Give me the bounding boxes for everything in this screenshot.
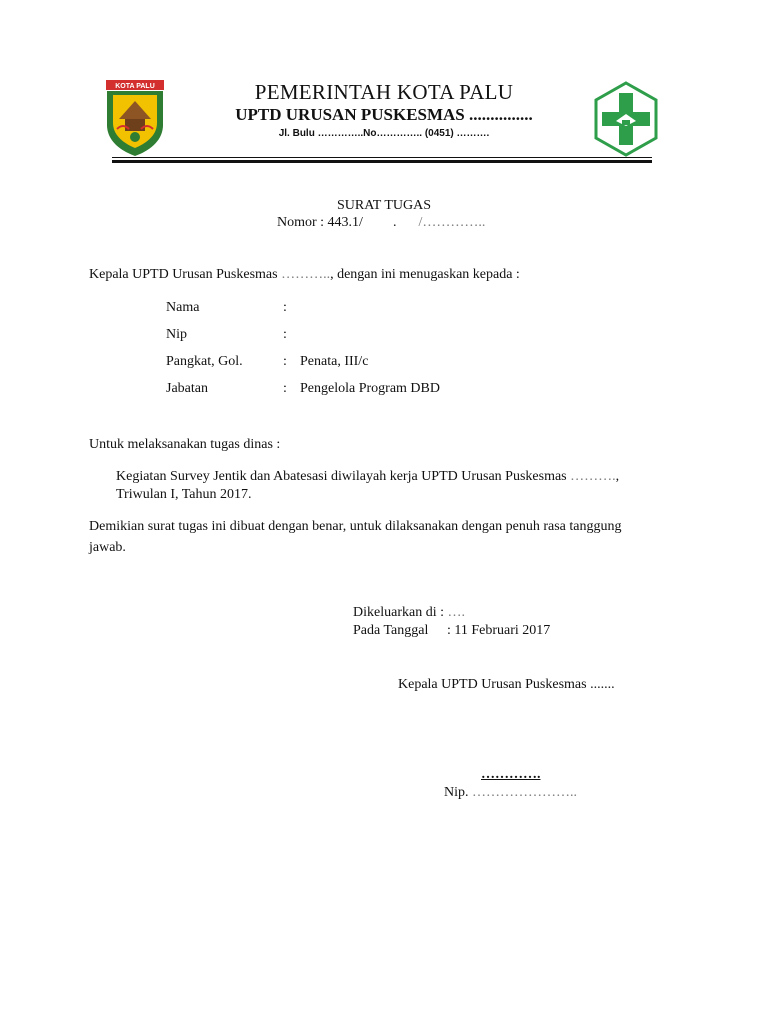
field-label: Jabatan [166, 381, 208, 396]
field-separator: : [283, 354, 287, 369]
field-value: Penata, III/c [300, 354, 369, 369]
date-value: : 11 Februari 2017 [447, 623, 551, 638]
signer-name: …………. [481, 767, 541, 782]
signer-title: Kepala UPTD Urusan Puskesmas ....... [398, 677, 615, 692]
intro-prefix: Kepala UPTD Urusan Puskesmas [89, 267, 282, 282]
nomor-label: Nomor : 443.1/ [277, 215, 363, 230]
field-separator: : [283, 327, 287, 342]
header-address: Jl. Bulu …………..No………….. (0451) ………. [278, 128, 490, 139]
document-number [277, 214, 485, 232]
closing-line-2: jawab. [89, 540, 126, 555]
task-line-1 [116, 468, 678, 486]
field-label: Nama [166, 300, 200, 315]
header-title: PEMERINTAH KOTA PALU [254, 80, 514, 104]
signer-nip-dots: ………………….. [472, 785, 577, 800]
task-line-2: Triwulan I, Tahun 2017. [116, 487, 252, 502]
date-label: Pada Tanggal [353, 623, 429, 638]
task-intro: Untuk melaksanakan tugas dinas : [89, 437, 281, 452]
task-line1-suffix: , [615, 469, 620, 484]
issued-place [353, 604, 465, 622]
field-label: Nip [166, 327, 187, 342]
nomor-mid: . [392, 215, 397, 230]
closing-line-1: Demikian surat tugas ini dibuat dengan benar, untuk dilaksanakan dengan penuh rasa tanggung [89, 519, 622, 534]
header-divider [112, 157, 652, 158]
signer-nip [444, 784, 577, 802]
issued-dots: …. [447, 605, 465, 620]
document-title: SURAT TUGAS [336, 198, 431, 213]
field-row [166, 326, 187, 344]
field-row [166, 353, 243, 371]
field-value: Pengelola Program DBD [300, 381, 440, 396]
task-line1-prefix: Kegiatan Survey Jentik dan Abatesasi diwilayah kerja UPTD Urusan Puskesmas [116, 469, 571, 484]
header-subtitle: UPTD URUSAN PUSKESMAS ............... [235, 105, 533, 124]
field-row [166, 380, 208, 398]
field-label: Pangkat, Gol. [166, 354, 243, 369]
field-separator: : [283, 300, 287, 315]
intro-dots: ……….. [281, 267, 331, 282]
signer-nip-label: Nip. [444, 785, 472, 800]
header-divider-thick [112, 160, 652, 163]
nomor-tail: /………….. [418, 215, 486, 230]
field-row [166, 299, 199, 317]
task-line1-dots: ………. [570, 469, 616, 484]
intro-paragraph [89, 266, 520, 284]
issued-label: Dikeluarkan di : [353, 605, 448, 620]
field-separator: : [283, 381, 287, 396]
emblem-label: KOTA PALU [115, 83, 155, 90]
intro-suffix: , dengan ini menugaskan kepada : [330, 267, 520, 282]
